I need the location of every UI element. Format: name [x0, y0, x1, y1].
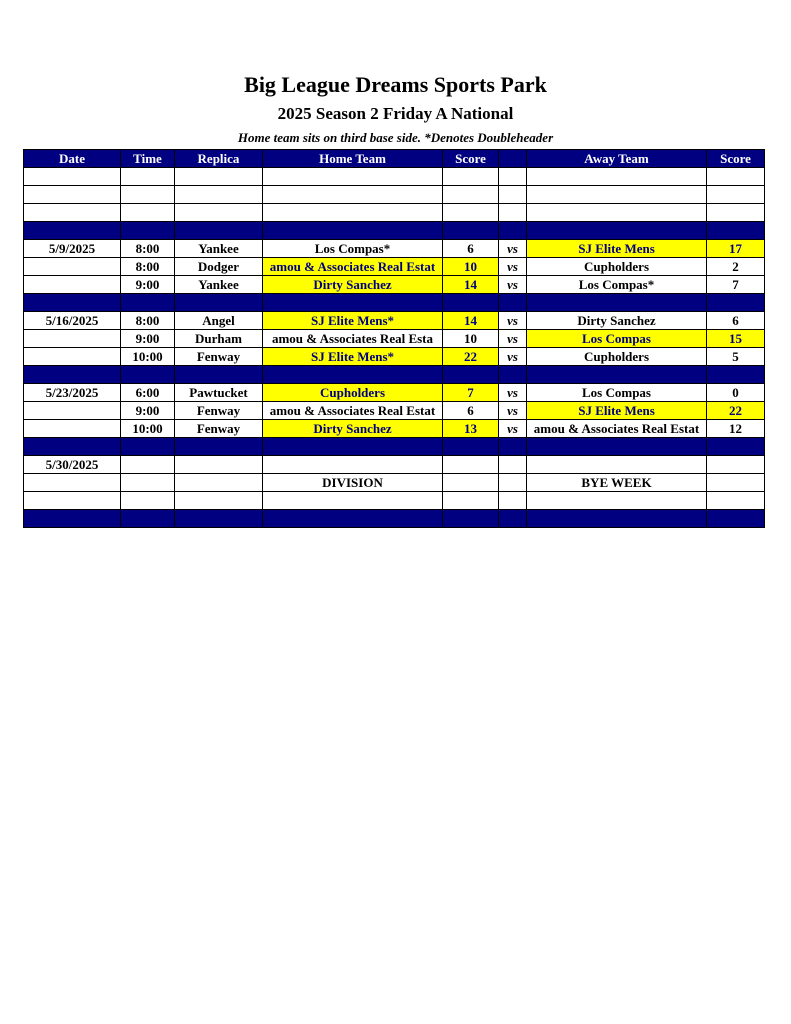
away-score-cell: 12: [707, 420, 765, 438]
away-team-cell: Cupholders: [527, 258, 707, 276]
separator-row: [24, 438, 765, 456]
col-header-away-team: Away Team: [527, 150, 707, 168]
replica-cell: Yankee: [175, 276, 263, 294]
home-team-cell: Dirty Sanchez: [263, 276, 443, 294]
replica-cell: Fenway: [175, 348, 263, 366]
date-cell: 5/30/2025: [24, 456, 121, 474]
replica-cell: Pawtucket: [175, 384, 263, 402]
time-cell: 8:00: [121, 240, 175, 258]
date-cell: 5/16/2025: [24, 312, 121, 330]
game-row: [24, 420, 765, 438]
home-score-cell: 6: [443, 402, 499, 420]
game-row: [24, 312, 765, 330]
replica-cell: Fenway: [175, 420, 263, 438]
date-cell: [24, 402, 121, 420]
away-team-cell: SJ Elite Mens: [527, 240, 707, 258]
game-row: [24, 240, 765, 258]
replica-cell: Dodger: [175, 258, 263, 276]
home-score-cell: 10: [443, 330, 499, 348]
division-label: DIVISION: [263, 474, 443, 492]
time-cell: 10:00: [121, 420, 175, 438]
away-score-cell: 15: [707, 330, 765, 348]
col-header-date: Date: [24, 150, 121, 168]
game-row: [24, 384, 765, 402]
replica-cell: Fenway: [175, 402, 263, 420]
away-score-cell: 2: [707, 258, 765, 276]
away-score-cell: 7: [707, 276, 765, 294]
separator-row: [24, 294, 765, 312]
away-team-cell: Cupholders: [527, 348, 707, 366]
separator-row: [24, 510, 765, 528]
time-cell: 9:00: [121, 276, 175, 294]
blank-row: [24, 492, 765, 510]
away-team-cell: Los Compas*: [527, 276, 707, 294]
home-score-cell: 13: [443, 420, 499, 438]
away-score-cell: 0: [707, 384, 765, 402]
separator-row: [24, 366, 765, 384]
page-title: Big League Dreams Sports Park: [244, 72, 547, 97]
vs-cell: vs: [499, 240, 527, 258]
game-row: [24, 348, 765, 366]
schedule-table: [23, 149, 765, 528]
blank-row: [24, 204, 765, 222]
page-subtitle: 2025 Season 2 Friday A National: [277, 104, 514, 123]
date-cell: [24, 420, 121, 438]
date-cell: [24, 348, 121, 366]
bye-week-row: [24, 474, 765, 492]
game-row: [24, 330, 765, 348]
date-cell: 5/9/2025: [24, 240, 121, 258]
date-cell: [24, 330, 121, 348]
time-cell: 10:00: [121, 348, 175, 366]
vs-cell: vs: [499, 312, 527, 330]
away-team-cell: Los Compas: [527, 330, 707, 348]
home-team-cell: Los Compas*: [263, 240, 443, 258]
home-team-cell: Dirty Sanchez: [263, 420, 443, 438]
time-cell: 9:00: [121, 402, 175, 420]
away-team-cell: amou & Associates Real Estat: [527, 420, 707, 438]
home-score-cell: 14: [443, 276, 499, 294]
header-row: [24, 150, 765, 168]
home-score-cell: 22: [443, 348, 499, 366]
replica-cell: Yankee: [175, 240, 263, 258]
home-team-cell: SJ Elite Mens*: [263, 348, 443, 366]
home-team-cell: Cupholders: [263, 384, 443, 402]
home-score-cell: 14: [443, 312, 499, 330]
away-team-cell: Dirty Sanchez: [527, 312, 707, 330]
vs-cell: vs: [499, 348, 527, 366]
home-score-cell: 6: [443, 240, 499, 258]
time-cell: 8:00: [121, 312, 175, 330]
away-team-cell: SJ Elite Mens: [527, 402, 707, 420]
vs-cell: vs: [499, 384, 527, 402]
away-score-cell: 6: [707, 312, 765, 330]
vs-cell: vs: [499, 258, 527, 276]
home-team-cell: amou & Associates Real Estat: [263, 258, 443, 276]
page-note: Home team sits on third base side. *Denotes Doubleheader: [237, 130, 554, 145]
col-header-away-score: Score: [707, 150, 765, 168]
date-cell: 5/23/2025: [24, 384, 121, 402]
game-row: [24, 402, 765, 420]
vs-cell: vs: [499, 330, 527, 348]
home-score-cell: 7: [443, 384, 499, 402]
replica-cell: Durham: [175, 330, 263, 348]
date-cell: [24, 258, 121, 276]
game-row: [24, 258, 765, 276]
date-cell: [24, 276, 121, 294]
time-cell: 6:00: [121, 384, 175, 402]
bye-week-label: BYE WEEK: [527, 474, 707, 492]
away-team-cell: Los Compas: [527, 384, 707, 402]
col-header-vs: [499, 150, 527, 168]
game-row: [24, 276, 765, 294]
replica-cell: Angel: [175, 312, 263, 330]
vs-cell: vs: [499, 402, 527, 420]
blank-row: [24, 186, 765, 204]
col-header-home-score: Score: [443, 150, 499, 168]
vs-cell: vs: [499, 276, 527, 294]
time-cell: 9:00: [121, 330, 175, 348]
vs-cell: vs: [499, 420, 527, 438]
away-score-cell: 17: [707, 240, 765, 258]
col-header-replica: Replica: [175, 150, 263, 168]
home-team-cell: SJ Elite Mens*: [263, 312, 443, 330]
bye-week-date-row: [24, 456, 765, 474]
away-score-cell: 22: [707, 402, 765, 420]
home-team-cell: amou & Associates Real Esta: [263, 330, 443, 348]
col-header-time: Time: [121, 150, 175, 168]
blank-row: [24, 168, 765, 186]
home-score-cell: 10: [443, 258, 499, 276]
col-header-home-team: Home Team: [263, 150, 443, 168]
time-cell: 8:00: [121, 258, 175, 276]
away-score-cell: 5: [707, 348, 765, 366]
separator-row: [24, 222, 765, 240]
home-team-cell: amou & Associates Real Estat: [263, 402, 443, 420]
